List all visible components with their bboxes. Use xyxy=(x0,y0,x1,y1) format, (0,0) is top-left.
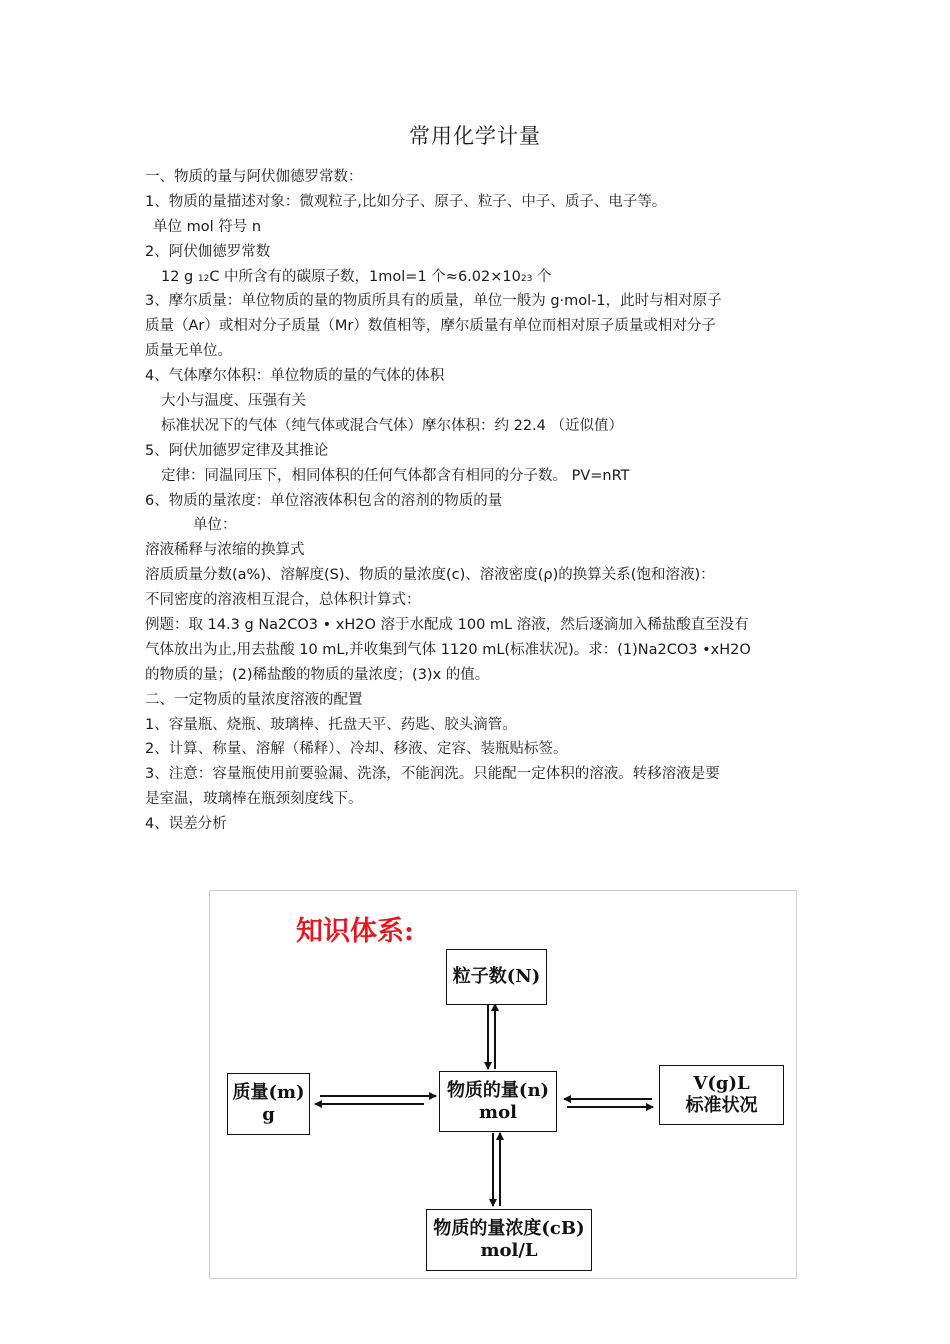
paragraph: 5、阿伏加德罗定律及其推论 xyxy=(145,442,329,459)
paragraph: 2、计算、称量、溶解（稀释）、冷却、移液、定容、装瓶贴标签。 xyxy=(145,741,568,758)
document-body xyxy=(145,165,825,837)
avogadro-definition xyxy=(145,265,825,290)
text-span: 12 g xyxy=(161,268,198,285)
box-unit: g xyxy=(262,1104,275,1125)
box-label: 粒子数(N) xyxy=(452,966,541,987)
paragraph: 质量无单位。 xyxy=(145,343,232,360)
box-label: V(g)L xyxy=(693,1073,750,1094)
box-particle-count xyxy=(446,949,547,1005)
section-heading: 二、一定物质的量浓度溶液的配置 xyxy=(145,691,363,708)
paragraph: 4、气体摩尔体积：单位物质的量的气体的体积 xyxy=(145,368,445,385)
box-unit: mol/L xyxy=(480,1240,538,1261)
example-problem: 气体放出为止,用去盐酸 10 mL,并收集到气体 1120 mL(标准状况)。求：(1)Na2CO3 •xH2O xyxy=(145,641,751,658)
section-heading: 一、物质的量与阿伏伽德罗常数： xyxy=(145,169,363,185)
box-label: 质量(m) xyxy=(232,1082,305,1103)
box-amount-of-substance xyxy=(439,1071,557,1132)
box-label: 物质的量(n) xyxy=(446,1079,550,1101)
text-span: C 中所含有的碳原子数，1mol=1 个≈6.02×10 xyxy=(209,268,521,285)
paragraph: 4、误差分析 xyxy=(145,816,227,833)
paragraph: 大小与温度、压强有关 xyxy=(161,393,306,410)
example-problem: 的物质的量；(2)稀盐酸的物质的量浓度；(3)x 的值。 xyxy=(145,666,490,683)
paragraph: 3、摩尔质量：单位物质的量的物质所具有的质量，单位一般为 g·mol-1，此时与相对原子 xyxy=(145,293,722,310)
box-label: 物质的量浓度(cB) xyxy=(433,1218,585,1239)
box-mass xyxy=(227,1073,310,1135)
paragraph: 单位 mol 符号 n xyxy=(153,218,262,235)
paragraph: 单位： xyxy=(193,517,237,534)
paragraph: 溶质质量分数(a%)、溶解度(S)、物质的量浓度(c)、溶液密度(ρ)的换算关系(饱和溶液)： xyxy=(145,567,715,584)
page-title: 常用化学计量 xyxy=(409,124,541,148)
exponent: 23 xyxy=(520,273,533,284)
paragraph: 溶液稀释与浓缩的换算式 xyxy=(145,542,305,559)
box-unit: 标准状况 xyxy=(685,1095,758,1116)
example-problem: 例题：取 14.3 g Na2CO3 • xH2O 溶于水配成 100 mL 溶液，然后逐滴加入稀盐酸直至没有 xyxy=(145,617,749,634)
paragraph: 不同密度的溶液相互混合，总体积计算式： xyxy=(145,592,421,609)
paragraph: 1、容量瓶、烧瓶、玻璃棒、托盘天平、药匙、胶头滴管。 xyxy=(145,716,517,733)
paragraph: 2、阿伏伽德罗常数 xyxy=(145,243,271,260)
text-span: 个 xyxy=(532,268,552,285)
paragraph: 1、物质的量描述对象：微观粒子,比如分子、原子、粒子、中子、质子、电子等。 xyxy=(145,193,667,210)
box-molar-concentration xyxy=(426,1209,592,1271)
box-unit: mol xyxy=(479,1101,517,1123)
paragraph: 6、物质的量浓度：单位溶液体积包含的溶剂的物质的量 xyxy=(145,492,503,509)
isotope-mass-number: 12 xyxy=(197,273,210,284)
knowledge-system-diagram xyxy=(209,890,797,1279)
paragraph: 质量（Ar）或相对分子质量（Mr）数值相等，摩尔质量有单位而相对原子质量或相对分子 xyxy=(145,318,716,335)
paragraph: 是室温，玻璃棒在瓶颈刻度线下。 xyxy=(145,791,363,808)
paragraph: 标准状况下的气体（纯气体或混合气体）摩尔体积：约 22.4 （近似值） xyxy=(161,417,624,434)
diagram-title: 知识体系: xyxy=(296,916,414,947)
box-gas-volume xyxy=(659,1065,784,1125)
paragraph: 3、注意：容量瓶使用前要验漏、洗涤，不能润洗。只能配一定体积的溶液。转移溶液是要 xyxy=(145,766,720,783)
paragraph: 定律：同温同压下，相同体积的任何气体都含有相同的分子数。 PV=nRT xyxy=(161,467,630,484)
